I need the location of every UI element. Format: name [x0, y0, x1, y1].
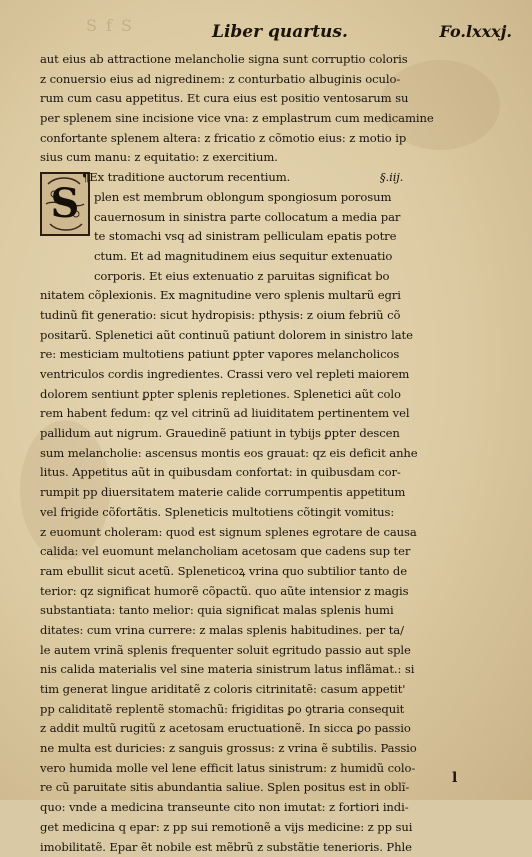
- text-line: nis calida materialis vel sine materia sinistrum latus inflãmat.: si: [40, 660, 510, 680]
- text-line: ventriculos cordis ingredientes. Crassi vero vel repleti maiorem: [40, 365, 510, 385]
- text-line: rem habent fedum: qz vel citrinũ ad liuiditatem pertinentem vel: [40, 404, 510, 424]
- text-line: pp caliditatẽ replentẽ stomachũ: frigiditas ꝑo ꝯtraria consequit: [40, 700, 510, 720]
- text-line: te stomachi vsq ad sinistram pelliculam epatis potre: [40, 227, 510, 247]
- text-line: ctum. Et ad magnitudinem eius sequitur extenuatio: [40, 247, 510, 267]
- running-head: Liber quartus.: [212, 22, 348, 42]
- text-line: litus. Appetitus aũt in quibusdam confortat: in quibusdam cor-: [40, 463, 510, 483]
- text-line: plen est membrum oblongum spongiosum porosum: [40, 188, 510, 208]
- text-line: tim generat lingue ariditatẽ z coloris citrinitatẽ: casum appetit': [40, 680, 510, 700]
- text-line: tudinũ fit generatio: sicut hydropisis: pthysis: z oium febriũ cõ: [40, 306, 510, 326]
- text-line: nitatem cõplexionis. Ex magnitudine vero splenis multarũ egri: [40, 286, 510, 306]
- text-block: [40, 50, 510, 857]
- section-heading-text: ¶Ex traditione auctorum recentium.: [82, 170, 290, 184]
- text-line: sius cum manu: z equitatio: z exercitium.: [40, 148, 510, 168]
- text-line: sum melancholie: ascensus montis eos grauat: qz eis deficit anhe: [40, 444, 510, 464]
- text-line: quo: vnde a medicina transeunte cito non imutat: z fortiori indi-: [40, 798, 510, 818]
- text-line: rum cum casu appetitus. Et cura eius est positio ventosarum su: [40, 89, 510, 109]
- text-line: confortante splenem altera: z fricatio z cõmotio eius: z motio ip: [40, 129, 510, 149]
- text-line: substantiata: tanto melior: quia significat malas splenis humi: [40, 601, 510, 621]
- text-line: re: mesticiam multotiens patiunt ꝑpter vapores melancholicos: [40, 345, 510, 365]
- text-line: cauernosum in sinistra parte collocatum a media par: [40, 208, 510, 228]
- section-number: §.iij.: [380, 170, 404, 184]
- text-line: z addit multũ rugitũ z acetosam eructuationẽ. In sicca ꝑo passio: [40, 719, 510, 739]
- section-heading: [40, 168, 510, 188]
- text-line: le autem vrinã splenis frequenter soluit egritudo passio aut sple: [40, 641, 510, 661]
- text-line: re cũ paruitate sitis abundantia saliue. Splen positus est in oblĩ-: [40, 778, 510, 798]
- text-line: vero humida molle vel lene efficit latus sinistrum: z humidũ colo-: [40, 759, 510, 779]
- text-line: rumpit pp diuersitatem materie calide corrumpentis appetitum: [40, 483, 510, 503]
- text-line: pallidum aut nigrum. Grauedinẽ patiunt in tybijs ꝑpter descen: [40, 424, 510, 444]
- text-line: corporis. Et eius extenuatio z paruitas significat bo: [40, 267, 510, 287]
- page-header: [0, 22, 532, 46]
- text-line: ditates: cum vrina currere: z malas splenis habitudines. per ta/: [40, 621, 510, 641]
- signature-mark: l: [452, 770, 457, 786]
- initial-letter: S: [51, 184, 80, 224]
- text-line: dolorem sentiunt ꝑpter splenis repletiones. Splenetici aũt colo: [40, 385, 510, 405]
- text-line: imobilitatẽ. Epar ẽt nobile est mẽbrũ z substãtie tenerioris. Phle: [40, 838, 510, 857]
- text-line: get medicina q epar: z pp sui remotionẽ a vijs medicine: z pp sui: [40, 818, 510, 838]
- text-line: per splenem sine incisione vice vna: z emplastrum cum medicamine: [40, 109, 510, 129]
- text-line: ram ebullit sicut acetũ. Spleneticoꝝ vrina quo subtilior tanto de: [40, 562, 510, 582]
- text-line: ne multa est duricies: z sanguis grossus: z vrina ẽ subtilis. Passio: [40, 739, 510, 759]
- faint-ink-mark: S f S: [86, 16, 134, 35]
- text-line: z euomunt choleram: quod est signum splenes egrotare de causa: [40, 523, 510, 543]
- text-line: vel frigide cõfortãtis. Spleneticis multotiens cõtingit vomitus:: [40, 503, 510, 523]
- text-line: aut eius ab attractione melancholie signa sunt corruptio coloris: [40, 50, 510, 70]
- text-line: calida: vel euomunt melancholiam acetosam que cadens sup ter: [40, 542, 510, 562]
- text-line: positarũ. Splenetici aũt continuũ patiunt dolorem in sinistro late: [40, 326, 510, 346]
- text-line: terior: qz significat humorẽ cõpactũ. quo aũte intensior z magis: [40, 582, 510, 602]
- folio-number: Fo.lxxxj.: [440, 22, 513, 41]
- text-line: z conuersio eius ad nigredinem: z conturbatio albuginis oculo-: [40, 70, 510, 90]
